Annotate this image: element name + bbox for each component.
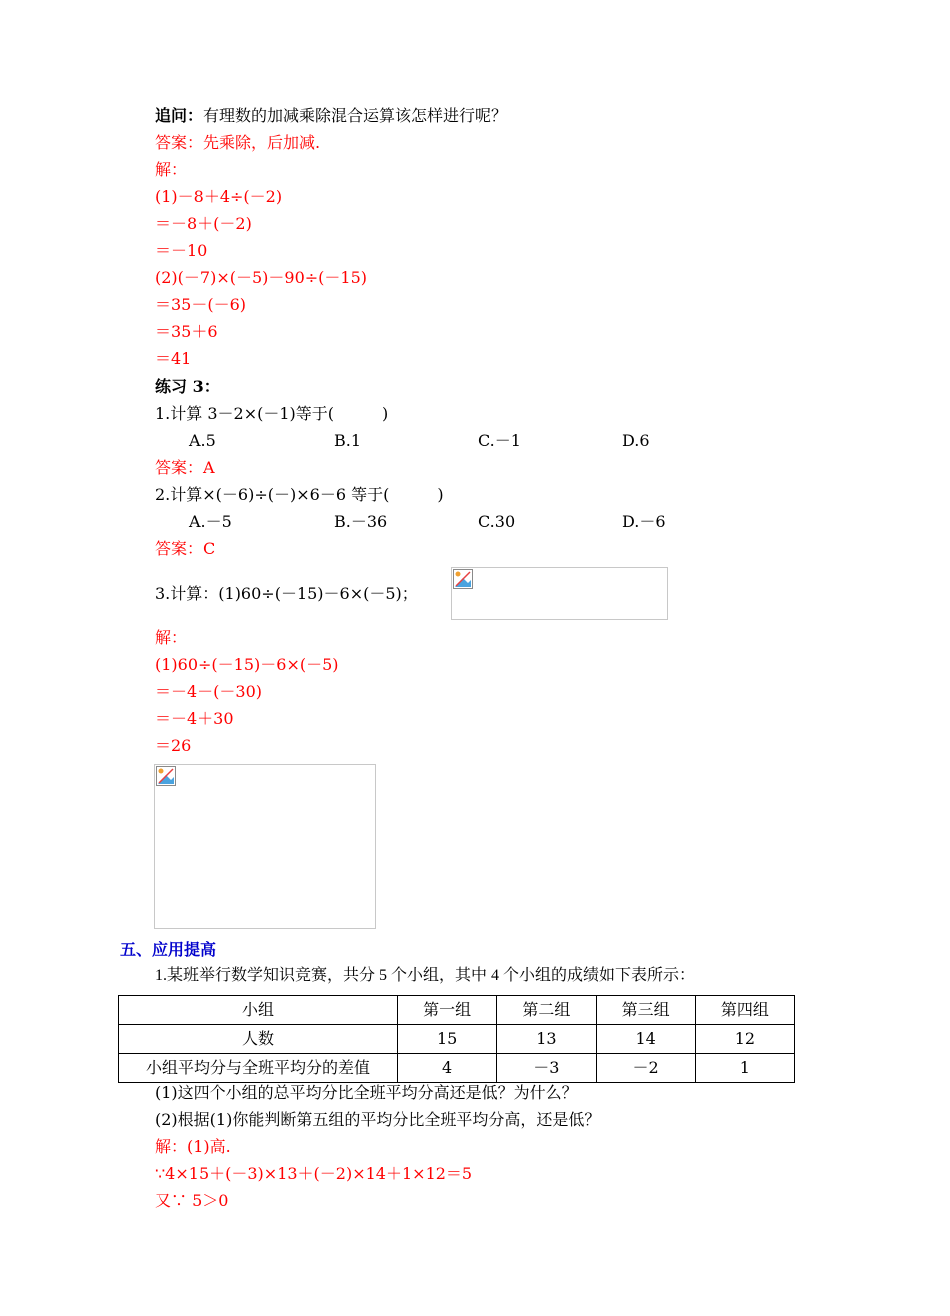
- broken-image-icon: [156, 766, 176, 786]
- table-cell: 1: [695, 1054, 794, 1083]
- equation-image: [451, 567, 668, 620]
- solution-label: 解：: [155, 160, 188, 179]
- option-d: D.－6: [622, 512, 666, 531]
- solution-line: 又∵ 5＞0: [155, 1191, 229, 1210]
- solution-line: ＝35－(－6): [155, 295, 247, 314]
- problem-intro: 1.某班举行数学知识竞赛，共分 5 个小组，其中 4 个小组的成绩如下表所示：: [155, 967, 696, 984]
- table-header-row: [119, 996, 795, 1025]
- option-a: A.－5: [189, 512, 232, 531]
- solution-line: (2)(－7)×(－5)－90÷(－15): [155, 268, 368, 287]
- question-2: 2.计算×(－6)÷(－)×6－6 等于( ): [155, 485, 444, 504]
- option-a: A.5: [189, 431, 216, 450]
- sub-question-2: (2)根据(1)你能判断第五组的平均分比全班平均分高，还是低？: [155, 1110, 601, 1129]
- table-cell: －2: [596, 1054, 695, 1083]
- solution-line: ＝－4＋30: [155, 709, 234, 728]
- table-header-cell: 第一组: [398, 996, 497, 1025]
- sub-question-1: (1)这四个小组的总平均分比全班平均分高还是低？为什么？: [155, 1083, 578, 1102]
- table-cell: －3: [497, 1054, 596, 1083]
- solution-line: (1)－8＋4÷(－2): [155, 187, 283, 206]
- table-row: [119, 1025, 795, 1054]
- table-header-cell: 小组: [119, 996, 398, 1025]
- practice-title: 练习 3：: [155, 377, 220, 396]
- table-header-cell: 第四组: [695, 996, 794, 1025]
- option-c: C.－1: [478, 431, 521, 450]
- solution-line: ＝41: [155, 349, 192, 368]
- solution-line: ＝－10: [155, 241, 208, 260]
- answer-1: 答案：A: [155, 458, 215, 477]
- table-cell: 13: [497, 1025, 596, 1054]
- option-b: B.－36: [334, 512, 388, 531]
- table-cell: 4: [398, 1054, 497, 1083]
- option-d: D.6: [622, 431, 650, 450]
- solution-label: 解：: [155, 628, 188, 647]
- broken-image-icon: [453, 569, 473, 589]
- solution-image: [154, 764, 376, 929]
- option-c: C.30: [478, 512, 516, 531]
- solution-line: ＝－8＋(－2): [155, 214, 252, 233]
- table-cell: 12: [695, 1025, 794, 1054]
- followup-text: 有理数的加减乘除混合运算该怎样进行呢？: [203, 106, 508, 125]
- question-1: 1.计算 3－2×(－1)等于( ): [155, 404, 389, 423]
- question-3: 3.计算：(1)60÷(－15)－6×(－5)；: [155, 584, 418, 603]
- table-row: [119, 1054, 795, 1083]
- solution-line: ＝－4－(－30): [155, 682, 263, 701]
- answer-rule: 答案：先乘除，后加减.: [155, 133, 321, 152]
- solution-line: 解：(1)高.: [155, 1137, 231, 1156]
- solution-line: (1)60÷(－15)－6×(－5): [155, 655, 339, 674]
- table-cell: 人数: [119, 1025, 398, 1054]
- answer-2: 答案：C: [155, 539, 216, 558]
- table-cell: 小组平均分与全班平均分的差值: [119, 1054, 398, 1083]
- option-b: B.1: [334, 431, 362, 450]
- table-header-cell: 第三组: [596, 996, 695, 1025]
- table-cell: 14: [596, 1025, 695, 1054]
- followup-label: 追问：: [155, 106, 204, 125]
- solution-line: ＝26: [155, 736, 192, 755]
- followup-question: [155, 106, 507, 126]
- solution-line: ＝35＋6: [155, 322, 218, 341]
- table-cell: 15: [398, 1025, 497, 1054]
- solution-line: ∵4×15＋(－3)×13＋(－2)×14＋1×12＝5: [155, 1164, 473, 1183]
- table-header-cell: 第二组: [497, 996, 596, 1025]
- section-heading: 五、应用提高: [120, 940, 217, 959]
- scores-table: [118, 995, 795, 1083]
